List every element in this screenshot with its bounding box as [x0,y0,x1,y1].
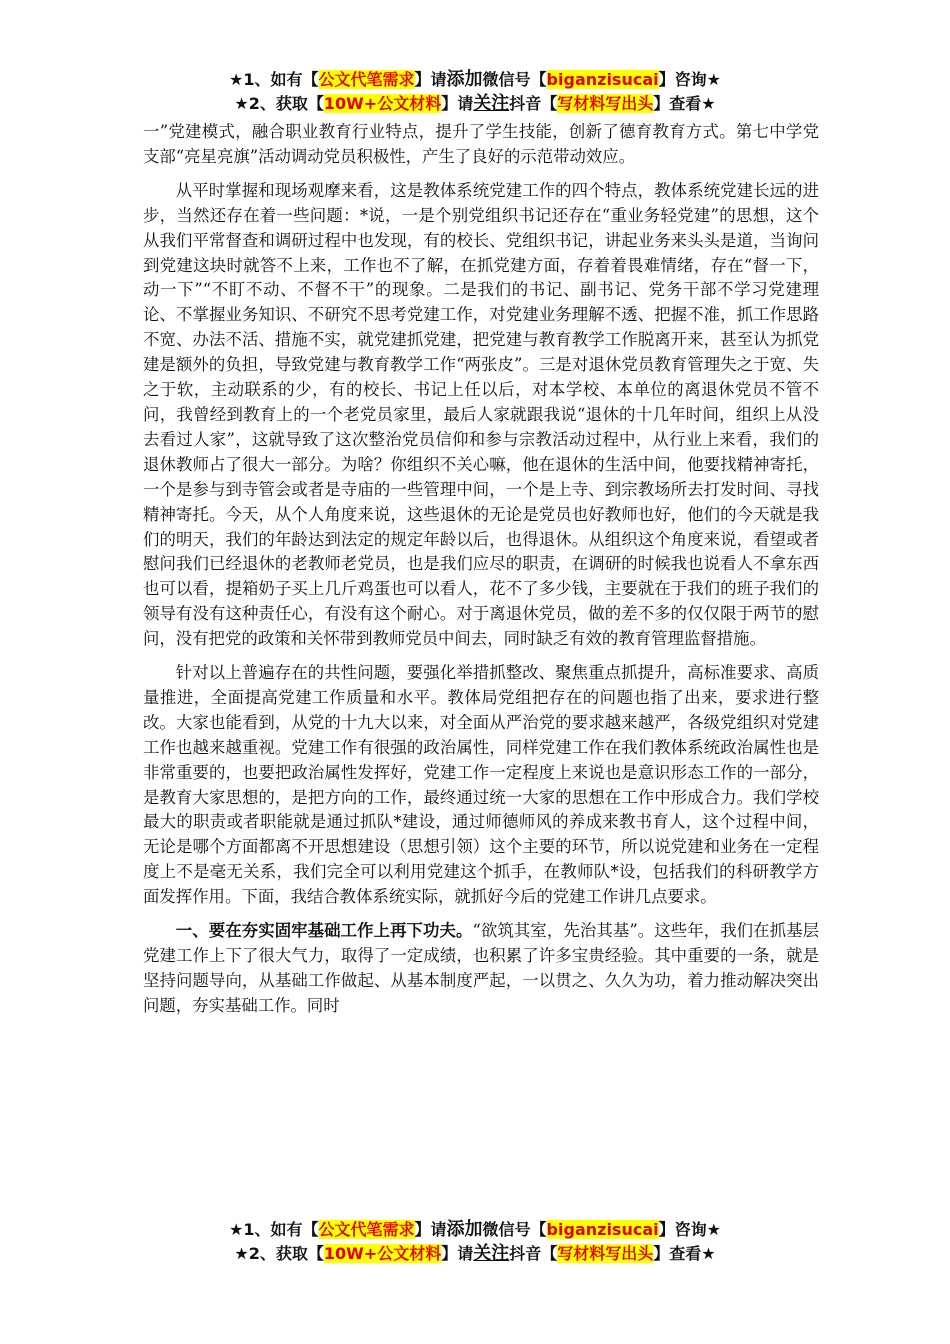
banner-emphasis: 添加 [446,1219,483,1240]
banner-wechat-id: biganzisucai [546,1220,659,1239]
banner-line-2 [0,1242,950,1266]
paragraph-2: 从平时掌握和现场观摩来看，这是教体系统党建工作的四个特点，教体系统党建长远的进步，当然还存在着一些问题：*说，一是个别党组织书记还存在“重业务轻党建”的思想，这个从我们平常督查和调研过程中也发现，有的校长、党组织书记，讲起业务来头头是道，当询问到党建这块时就答不上来，工作也不了解，在抓党建方面，存着着畏难情绪，存在“督一下，动一下”“不盯不动、不督不干”的现象。二是我们的书记、副书记、党务干部不学习党建理论、不掌握业务知识、不研究不思考党建工作，对党建业务理解不透、把握不准，抓工作思路不宽、办法不活、措施不实，就党建抓党建，把党建与教育教学工作脱离开来，甚至认为抓党建是额外的负担，导致党建与教育教学工作“两张皮”。三是对退休党员教育管理失之于宽、失之于软，主动联系的少，有的校长、书记上任以后，对本学校、本单位的离退休党员不管不问，我曾经到教育上的一个老党员家里，最后人家就跟我说“退休的十几年时间，组织上从没去看过人家”，这就导致了这次整治党员信仰和参与宗教活动过程中，从行业上来看，我们的退休教师占了很大一部分。为啥？你组织不关心嘛，他在退休的生活中间，他要找精神寄托，一个是参与到寺管会或者是寺庙的一些管理中间，一个是上寺、到宗教场所去打发时间、寻找精神寄托。今天，从个人角度来说，这些退休的无论是党员也好教师也好，他们的今天就是我们的明天，我们的年龄达到法定的规定年龄以后，也得退休。从组织这个角度来说，看望或者慰问我们已经退休的老教师老党员，也是我们应尽的职责，在调研的时候我也说看人不拿东西也可以看，提箱奶子买上几斤鸡蛋也可以看人，花不了多少钱，主要就在于我们的班子我们的领导有没有这种责任心，有没有这个耐心。对于离退休党员，做的差不多的仅仅限于两节的慰问，没有把党的政策和关怀带到教师党员中间去，同时缺乏有效的教育管理监督措施。 [143,180,819,649]
document-body [143,120,819,1028]
banner-line-1 [0,68,950,92]
paragraph-4 [143,919,819,1019]
banner-text: 】请 [414,70,447,89]
banner-text: 】咨询★ [658,1220,721,1239]
banner-emphasis: 关注 [473,1243,510,1264]
banner-wechat-id: biganzisucai [546,70,659,89]
banner-douyin-id: 写材料写出头 [557,94,654,113]
banner-text: 】查看★ [653,94,716,113]
banner-text: 微信号【 [482,1220,547,1239]
banner-emphasis: 添加 [446,69,483,90]
banner-text: 】查看★ [653,1244,716,1263]
paragraph-1: 一”党建模式，融合职业教育行业特点，提升了学生技能，创新了德育教育方式。第七中学党支部“亮星亮旗”活动调动党员积极性，产生了良好的示范带动效应。 [143,122,819,166]
section-heading: 一、要在夯实固牢基础工作上再下功夫。 [175,921,473,941]
banner-text: ★1、如有【 [229,1220,319,1239]
footer-banner [0,1218,950,1266]
banner-line-1 [0,1218,950,1242]
banner-text: 抖音【 [509,1244,558,1263]
banner-text: ★2、获取【 [234,94,324,113]
paragraph-4-text: “欲筑其室，先治其基”。这些年，我们在抓基层党建工作上下了很大气力，取得了一定成绩，也积累了许多宝贵经验。其中重要的一条，就是坚持问题导向，从基础工作做起、从基本制度严起，一以贯之、久久为功，着力推动解决突出问题，夯实基础工作。同时 [143,921,820,1015]
banner-text: 】咨询★ [658,70,721,89]
banner-douyin-id: 写材料写出头 [557,1244,654,1263]
banner-highlight: 公文代笔需求 [318,70,415,89]
banner-emphasis: 关注 [473,93,510,114]
banner-text: 】请 [414,1220,447,1239]
banner-text: 微信号【 [482,70,547,89]
banner-highlight: 10W+公文材料 [323,1244,442,1263]
banner-highlight: 10W+公文材料 [323,94,442,113]
banner-text: 抖音【 [509,94,558,113]
banner-text: ★2、获取【 [234,1244,324,1263]
header-banner [0,68,950,116]
paragraph-3: 针对以上普遍存在的共性问题，要强化举措抓整改、聚焦重点抓提升，高标准要求、高质量推进，全面提高党建工作质量和水平。教体局党组把存在的问题也指了出来，要求进行整改。大家也能看到，从党的十九大以来，对全面从严治党的要求越来越严，各级党组织对党建工作也越来越重视。党建工作有很强的政治属性，同样党建工作在我们教体系统政治属性也是非常重要的，也要把政治属性发挥好，党建工作一定程度上来说也是意识形态工作的一部分，是教育大家思想的，是把方向的工作，最终通过统一大家的思想在工作中形成合力。我们学校最大的职责或者职能就是通过抓队*建设，通过师德师风的养成来教书育人，这个过程中间，无论是哪个方面都离不开思想建设（思想引领）这个主要的环节，所以说党建和业务在一定程度上不是毫无关系，我们完全可以利用党建这个抓手，在教师队*设，包括我们的科研教学方面发挥作用。下面，我结合教体系统实际，就抓好今后的党建工作讲几点要求。 [143,663,819,907]
banner-highlight: 公文代笔需求 [318,1220,415,1239]
banner-text: ★1、如有【 [229,70,319,89]
banner-text: 】请 [441,94,474,113]
banner-line-2 [0,92,950,116]
banner-text: 】请 [441,1244,474,1263]
